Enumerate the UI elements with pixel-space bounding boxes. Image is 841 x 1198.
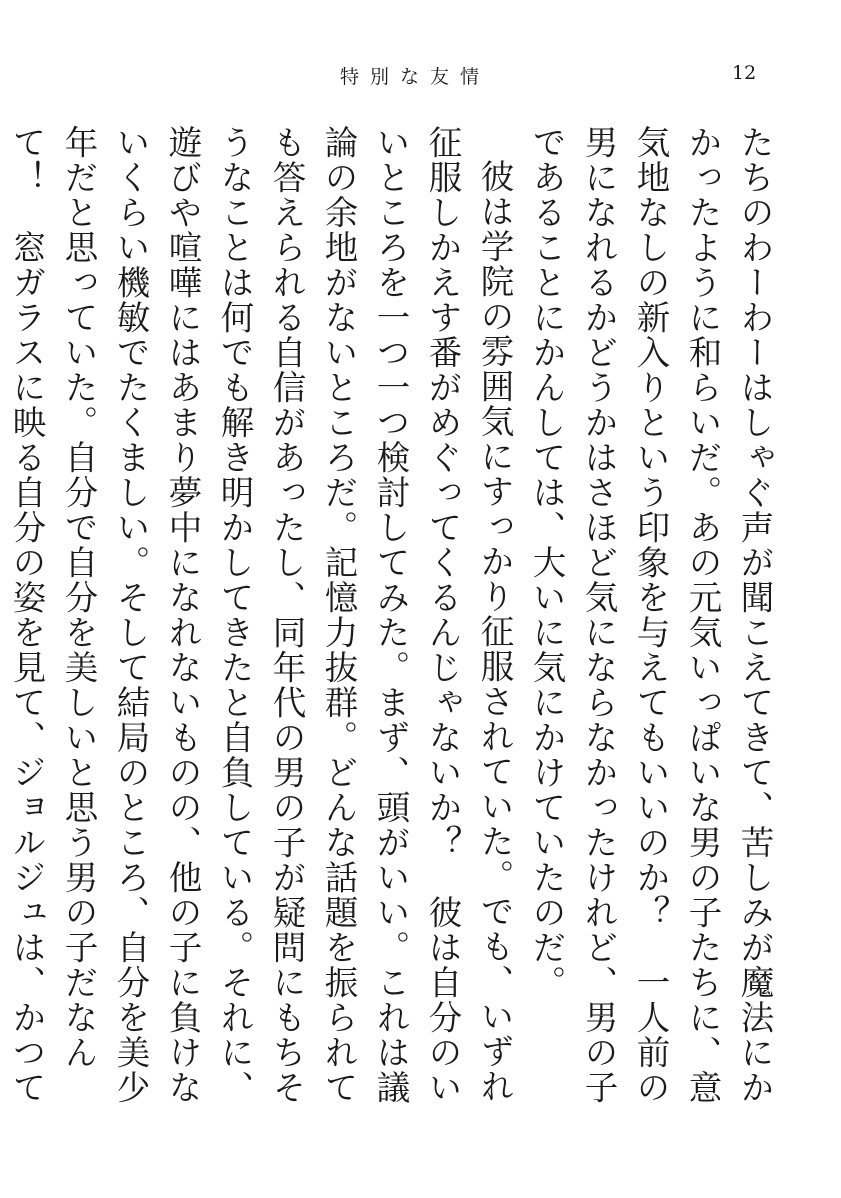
page-number: 12 xyxy=(732,62,757,84)
paragraph-2: 彼は学院の雰囲気にすっかり征服されていた。でも、いずれ征服しかえす番がめぐってくるんじゃないか？ 彼は自分のいいところを一つ一つ検討してみた。まず、頭がいい。これは議論の余地がないところだ。記憶力抜群。どんな話題を振られても答えられる自信があったし、同年代の男の子が疑問にもちそうなことは何でも解き明かしてきたと自負している。それに、遊びや喧嘩にはあまり夢中になれないものの、他の子に負けないくらい機敏でたくましい。そして結局のところ、自分を美少年だと思っていた。自分で自分を美しいと思う男の子だなんて！ 窓ガラスに映る自分の姿を見て、ジョルジュは、かつて xyxy=(7,125,514,1105)
body-text xyxy=(7,125,780,1125)
paragraph-1: たちのわーわーはしゃぐ声が聞こえてきて、苦しみが魔法にかかったように和らいだ。あの元気いっぱいな男の子たちに、意気地なしの新入りという印象を与えてもいいのか？ 一人前の男になれるかどうかはさほど気にならなかったけれど、男の子であることにかんしては、大いに気にかけていたのだ。 xyxy=(527,125,774,1105)
running-title: 特別な友情 xyxy=(340,66,491,88)
